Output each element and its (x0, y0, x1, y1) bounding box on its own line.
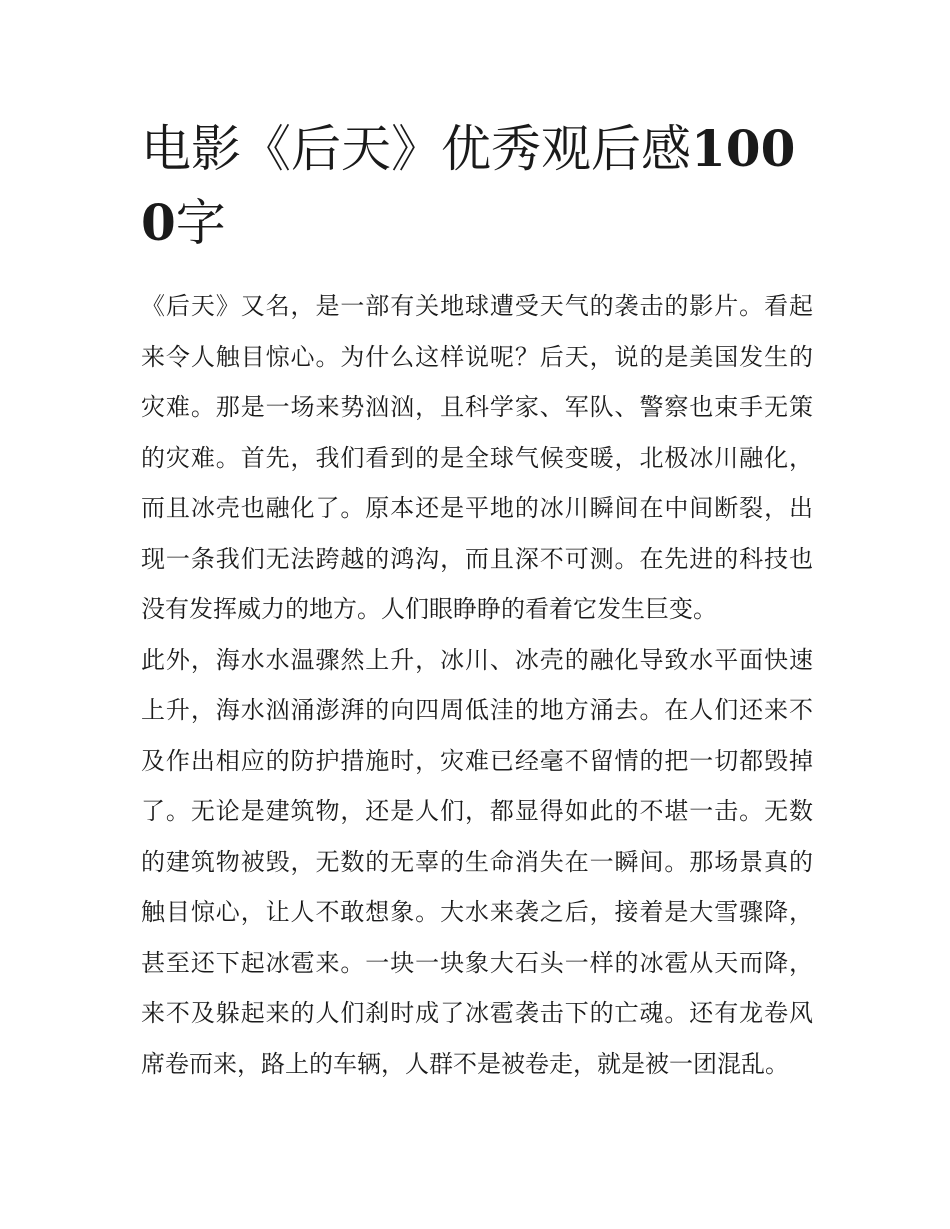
title-number: 1000 (141, 119, 796, 252)
text-line: 触目惊心，让人不敢想象。大水来袭之后，接着是大雪骤降， (141, 898, 813, 926)
text-line: 了。无论是建筑物，还是人们，都显得如此的不堪一击。无数 (141, 797, 813, 825)
text-line: 没有发挥威力的地方。人们眼睁睁的看着它发生巨变。 (141, 595, 717, 623)
text-line: 上升，海水汹涌澎湃的向四周低洼的地方涌去。在人们还来不 (141, 696, 813, 724)
document-title (141, 112, 813, 260)
text-line: 及作出相应的防护措施时，灾难已经毫不留情的把一切都毁掉 (141, 746, 813, 775)
text-line: 来不及躲起来的人们刹时成了冰雹袭击下的亡魂。还有龙卷风 (141, 999, 813, 1027)
text-line: 而且冰壳也融化了。原本还是平地的冰川瞬间在中间断裂，出 (141, 494, 813, 522)
text-line: 灾难。那是一场来势汹汹，且科学家、军队、警察也束手无策 (141, 393, 813, 421)
paragraph (141, 635, 813, 1090)
text-line: 甚至还下起冰雹来。一块一块象大石头一样的冰雹从天而降， (141, 948, 813, 977)
text-line: 此外，海水水温骤然上升，冰川、冰壳的融化导致水平面快速 (141, 645, 813, 674)
title-suffix: 字 (175, 194, 226, 252)
text-line: 来令人触目惊心。为什么这样说呢？后天，说的是美国发生的 (141, 342, 813, 371)
text-line: 《后天》又名，是一部有关地球遭受天气的袭击的影片。看起 (141, 292, 813, 320)
title-text: 电影《后天》优秀观后感 (141, 120, 691, 178)
text-line: 的灾难。首先，我们看到的是全球气候变暖，北极冰川融化， (141, 443, 813, 472)
paragraph (141, 281, 813, 635)
text-line: 席卷而来，路上的车辆，人群不是被卷走，就是被一团混乱。 (141, 1049, 789, 1078)
document-body (141, 281, 813, 1089)
text-line: 的建筑物被毁，无数的无辜的生命消失在一瞬间。那场景真的 (141, 847, 813, 876)
text-line: 现一条我们无法跨越的鸿沟，而且深不可测。在先进的科技也 (141, 544, 813, 573)
